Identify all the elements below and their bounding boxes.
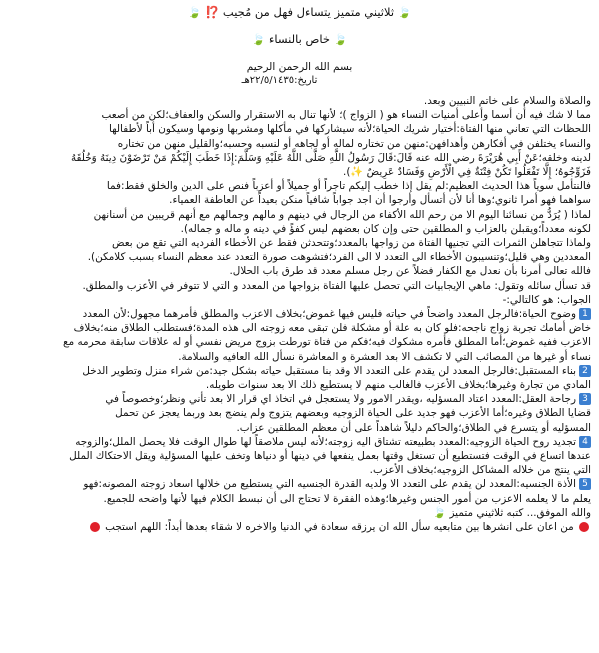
sparkle-icon: ✨: [350, 166, 364, 179]
text-line: فالنتأمل سوياً هذا الحديث العظيم:لم يقل إذا خطب إليكم تاجراً أو جميلاً أو أعزباً فنص على الدين والخلق فقط:فما: [106, 180, 591, 193]
closing-line: [8, 506, 591, 520]
number-badge-3: 3: [579, 393, 591, 405]
text-line: [8, 307, 591, 321]
text-line: اللحظات التي تعاني منها الفتاة:أختيار شريك الحياة؛لأنه سيشاركها في مأكلها ومشربها ونومها وسيكون أباً لأطفالها: [108, 123, 591, 136]
text-line: مما لا شك فيه أن أسما وأعلى أمنيات النساء هو ( الزواج )؛ لأنها تنال به الاستقرار والسكن والعفاف؛لكن من أصعب: [101, 109, 591, 122]
text-line: قضايا الطلاق وغيره؛أما الأعزب فهو جديد على الحياة الزوجيه وبعضهم يتزوج ولم ينضج بعد وربما يعجز عن تحمل: [115, 407, 591, 420]
red-circle-icon: [579, 522, 589, 532]
leaf-icon: 🍃: [397, 6, 412, 19]
text-line: المادي من تجارة وغيرها؛بخلاف الأعزب فالغالب منهم لا يستطيع ذلك الا بعد سنوات طويله.: [205, 379, 591, 392]
text-line: فالله تعالى أمرنا بأن نعدل مع الكفار فضلاً عن رجل مسلم معدد قد طرق باب الحلال.: [229, 265, 591, 278]
text-line: يعلم ما لا يعلمه الاعزب من أمور الجنس وغيرها؛وهذه الفقرة لا تحتاج الى أن نبسط الكلام فيها لأنها واضحه للجميع.: [103, 492, 591, 505]
text-line: قد تسأل سائله وتقول: ماهي الإيجابيات التي تحصل عليها الفتاة بزواجها من المعدد و التي لا تتوفر في الأعزب والمطلق.: [82, 279, 591, 292]
point-2: [8, 364, 591, 392]
number-badge-2: 2: [579, 365, 591, 377]
point-text: وضوح الحياة:فالرجل المعدد واضحاً في حياته فليس فيها غموض؛بخلاف الاعزب والمطلق فأمرهما مجهول:لأن المعدد: [82, 308, 576, 321]
text-line: نساء أو غيرها من المصائب التي لا تكشف الا بعد العشرة و المعاشرة نسأل الله العافيه والسلامة.: [178, 350, 591, 363]
prayer-line: [8, 520, 591, 534]
text-line: الجواب: هو كالتالي:-: [502, 293, 591, 306]
body-paragraph: [8, 179, 591, 307]
text-line: الاعزب ففيه غموض؛أما المطلق فأمره مشكوك فيه؛فكم من فتاة تورطت بزوج مريض نفسي أو له علاقات سابقة محرمه مع: [63, 336, 591, 349]
red-circle-icon: [90, 522, 100, 532]
text-line: [8, 435, 591, 449]
text-line: [8, 477, 591, 491]
text-line: ولماذا تتجاهلن الثمرات التي تجنيها الفتاة من زواجها بالمعدد؛وتتحدثن فقط عن الأخطاء الفرديه التي تقع من بعض: [112, 237, 591, 250]
section-heading-text: خاص بالنساء: [268, 32, 331, 46]
text-line: والنساء يختلفن في أفكارهن وأهدافهن:منهن من تختاره لماله أو لجاهه أو لنسبه وحسبه؛والقليل منهن من تختاره: [117, 137, 591, 150]
text-line: [8, 364, 591, 378]
point-5: [8, 477, 591, 505]
point-text: الأذة الجنسيه:المعدد لن يقدم على التعدد الا ولديه القدرة الجنسيه التي يستطيع من خلالها اسعاد زوجته المصونه:فهو: [83, 478, 576, 491]
number-badge-1: 1: [579, 308, 591, 320]
point-text: رجاحة العقل:المعدد اعتاد المسؤليه ،ويقدر الامور ولا يستعجل في اتخاذ اي قرار الا بعد تأني ونظر؛وخصوصاً في: [105, 393, 576, 406]
intro-paragraph: [8, 108, 591, 179]
leaf-icon: 🍃: [187, 6, 202, 19]
leaf-icon: 🍃: [432, 505, 447, 519]
date-line: تاريخ:٢٢/٥/١٤٣٥هـ: [241, 75, 318, 86]
salutation: والصلاة والسلام على خاتم النبيين وبعد.: [423, 95, 591, 107]
text-line: المعددين وهي قليل؛وتنسيبون الأخطاء الى التعدد لا الى الفرد؛فتشوهت صورة التعدد عند معظم النساء بسبب كلامكن).: [87, 251, 591, 264]
hadith-end: فَزَوِّجُوهُ؛ إِلَّا تَفْعَلُوا تَكُنْ فِتْنَةٌ فِي الْأَرْضِ وَفَسَادٌ عَرِيضٌ: [366, 166, 591, 179]
post-title: [8, 4, 591, 21]
exclamation-question-icon: ⁉️: [204, 5, 220, 19]
basmala: بسم الله الرحمن الرحيم: [246, 61, 353, 73]
point-text: بناء المستقبل:فالرجل المعدد لن يقدم على التعدد الا وقد بنا مستقبل حياته بشكل جيد:من شراء منزل وتطوير الدخل: [82, 364, 576, 377]
number-badge-4: 4: [579, 436, 591, 448]
text-line: لكونه معدداً؛ويقبلن بالعزاب و المطلقين حتى وإن كان بعضهم ليس كفؤً في دينه و ماله و جماله).: [180, 222, 591, 235]
section-heading: [8, 31, 591, 48]
text-line: خاض أمامك تجربة زواج ناجحه:فلو كان به علة أو مشكلة فلن تبقى معه زوجته الى هذه المدة؛فستطلب الطلاق منه؛بخلاف: [73, 322, 591, 335]
text-line: عندها اتساع في الوقت فتستطيع أن تستغل وقتها بعمل ينفعها في دينها أو دنياها وتخف عليها المسؤلية ويقل الاحتكاك الملل: [69, 450, 591, 463]
point-1: [8, 307, 591, 364]
text-line: لماذا ( يُرَدُّ من نسائنا اليوم الا من رحم الله الأكفاء من الرجال في دينهم و مالهم وجمالهم مع أنهم قريبين من أسنانهن: [93, 208, 591, 221]
prayer-text: من اعان على انشرها بين متابعيه سأل الله ان يرزقه سعادة في الدنيا والاخره لا شقاء بعدها أبداً: اللهم استجب: [105, 521, 574, 534]
point-3: [8, 392, 591, 435]
leaf-icon: 🍃: [333, 33, 348, 46]
number-badge-5: 5: [579, 478, 591, 490]
closing-text: والله الموفق... كتبه ثلاثيني متميز: [449, 506, 591, 519]
point-4: [8, 435, 591, 478]
text-line: المسؤليه أو يتسرع في الطلاق؛والحاكم دليلاً شاهداً على أن معظم المطلقين عزاب.: [236, 421, 591, 434]
text-line: [8, 392, 591, 406]
text-line: سواهما فهو أمرا ثانوي؛وها أنا لأن أتسأل وأرجوا أن اجد جواباً شافياً منكن بعيداً عن العاطفة العمياء.: [169, 194, 591, 207]
post-title-text: ثلاثيني متميز يتساءل فهل من مُجيب: [222, 5, 395, 19]
text-line: فَزَوِّجُوهُ؛ إِلَّا تَفْعَلُوا تَكُنْ فِتْنَةٌ فِي الْأَرْضِ وَفَسَادٌ عَرِيضٌ ✨).: [343, 166, 591, 179]
point-text: تجديد روح الحياة الزوجيه:المعدد بطبيعته تشتاق اليه زوجته؛لأنه ليس ملاصقاً لها طوال الوقت فلا يحصل الملل؛والزوجه: [75, 435, 576, 448]
text-line: التي ينتج من خلاله المشاكل الزوجيه؛بخلاف الأعزب.: [369, 464, 591, 477]
leaf-icon: 🍃: [251, 33, 266, 46]
text-line: لدينه وخلقه؛عَنْ أَبِي هُرَيْرَةَ رضي الله عنه قَالَ:قَالَ رَسُولُ اللَّهِ صَلَّى اللَّهُ عَلَيْهِ وَسَلَّمَ:إِذَا خَطَبَ إِلَيْكُمْ مَنْ تَرْضَوْنَ دِينَهُ وَخُلُقَهُ: [70, 151, 591, 164]
